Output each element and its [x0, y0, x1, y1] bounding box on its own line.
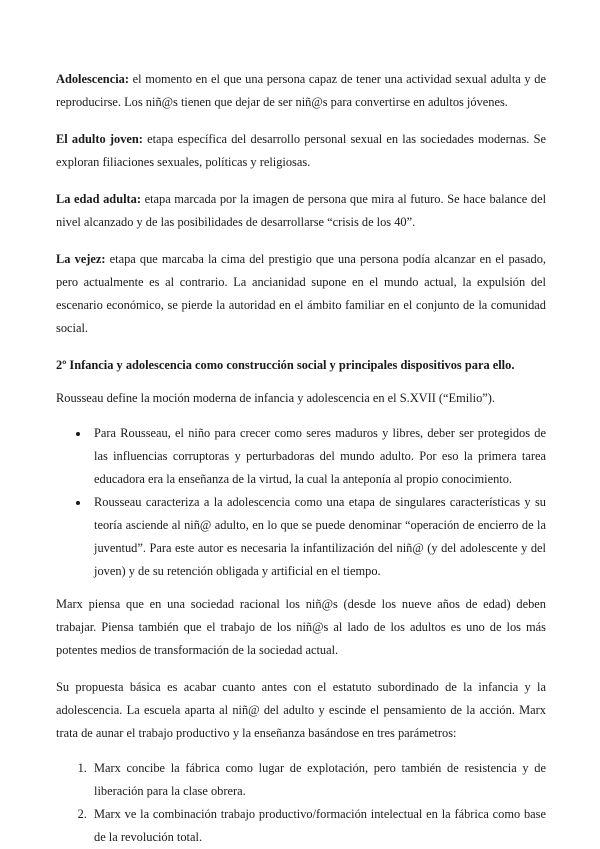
term-label: El adulto joven:	[56, 132, 143, 146]
term-label: La edad adulta:	[56, 192, 141, 206]
list-item: • Rousseau caracteriza a la adolescencia como una etapa de singulares características y su teoría asciende al niñ@ adulto, en lo que se puede denominar “operación de encierro de la juventud”. Para este autor es necesaria la infantilización del niñ@ (y del adolescente y del joven) y de su retención obligada y artificial en el tiempo.	[90, 491, 546, 583]
definition-adolescencia	[56, 68, 546, 114]
list-item: 2. Marx ve la combinación trabajo productivo/formación intelectual en la fábrica como base de la revolución total.	[90, 803, 546, 849]
marx-paragraph-1: Marx piensa que en una sociedad racional los niñ@s (desde los nueve años de edad) deben trabajar. Piensa también que el trabajo de los niñ@s al lado de los adultos es uno de los más potentes medios de transformación de la sociedad actual.	[56, 597, 546, 657]
definition-text: etapa que marcaba la cima del prestigio que una persona podía alcanzar en el pasado, pero actualmente es al contrario. La ancianidad supone en el mundo actual, la expulsión del escenario económico, se pierde la autoridad en el ámbito familiar en el conjunto de la comunidad social.	[56, 252, 546, 335]
term-label: Adolescencia:	[56, 72, 129, 86]
section-heading: 2º Infancia y adolescencia como construcción social y principales dispositivos para ello.	[56, 358, 515, 372]
marx-numbered-list	[56, 757, 546, 849]
definition-text: etapa marcada por la imagen de persona que mira al futuro. Se hace balance del nivel alcanzado y de las posibilidades de desarrollarse “crisis de los 40”.	[56, 192, 547, 229]
definition-text: etapa específica del desarrollo personal sexual en las sociedades modernas. Se exploran filiaciones sexuales, políticas y religiosas.	[56, 132, 546, 169]
rousseau-bullet-list	[56, 422, 546, 583]
definition-vejez	[56, 248, 546, 340]
definition-adulto-joven	[56, 128, 546, 174]
term-label: La vejez:	[56, 252, 106, 266]
definition-text: el momento en el que una persona capaz de tener una actividad sexual adulta y de reproducirse. Los niñ@s tienen que dejar de ser niñ@s para convertirse en adultos jóvenes.	[56, 72, 546, 109]
list-item: 1. Marx concibe la fábrica como lugar de explotación, pero también de resistencia y de liberación para la clase obrera.	[90, 757, 546, 803]
list-item: • Para Rousseau, el niño para crecer como seres maduros y libres, deber ser protegidos de las influencias corruptoras y perturbadoras del mundo adulto. Por eso la primera tarea educadora era la enseñanza de la virtud, la cual la anteponía al propio conocimiento.	[90, 422, 546, 491]
definition-edad-adulta	[56, 188, 546, 234]
marx-paragraph-2: Su propuesta básica es acabar cuanto antes con el estatuto subordinado de la infancia y la adolescencia. La escuela aparta al niñ@ del adulto y escinde el pensamiento de la acción. Marx trata de aunar el trabajo productivo y la enseñanza basándose en tres parámetros:	[56, 680, 546, 740]
rousseau-intro: Rousseau define la moción moderna de infancia y adolescencia en el S.XVII (“Emilio”).	[56, 391, 496, 405]
